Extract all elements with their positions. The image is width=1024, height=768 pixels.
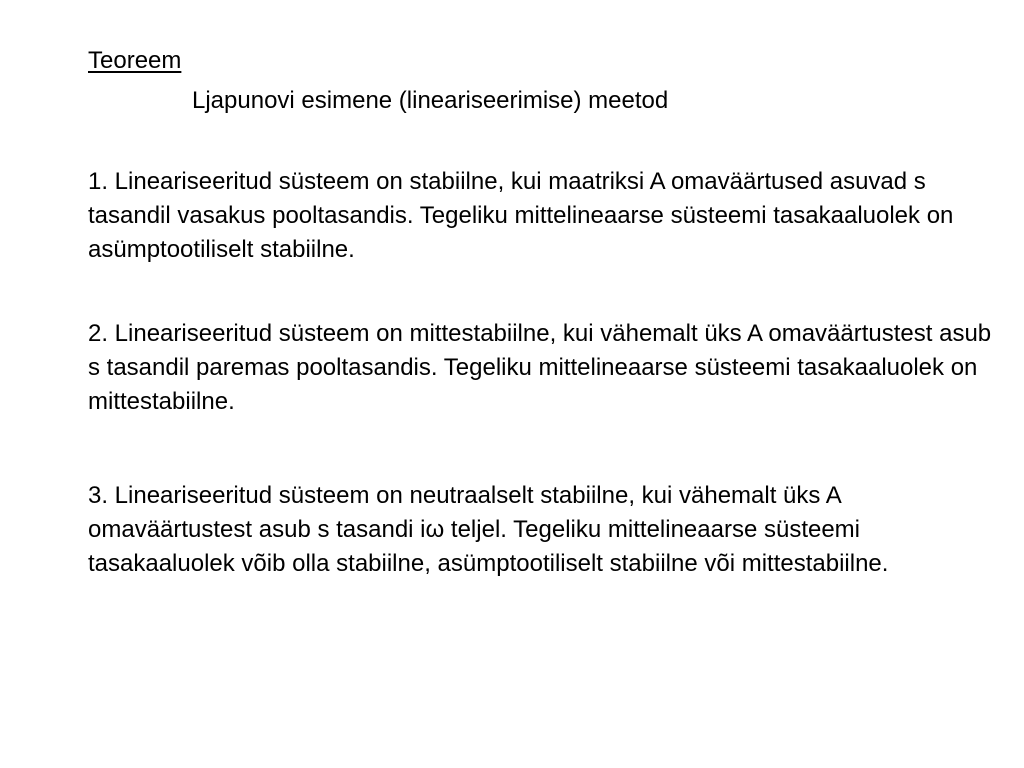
slide-heading: Teoreem <box>88 47 182 74</box>
theorem-point-1: 1. Lineariseeritud süsteem on stabiilne, kui maatriksi A omaväärtused asuvad s tasandil vasakus pooltasandis. Tegeliku mittelineaarse süsteemi tasakaaluolek on asümptootiliselt stabiilne. <box>88 168 954 263</box>
slide-subtitle: Ljapunovi esimene (lineariseerimise) meetod <box>192 87 669 114</box>
theorem-point-2: 2. Lineariseeritud süsteem on mittestabiilne, kui vähemalt üks A omaväärtustest asub s tasandil paremas pooltasandis. Tegeliku mittelineaarse süsteemi tasakaaluolek on mittestabiilne. <box>88 320 992 415</box>
theorem-point-3: 3. Lineariseeritud süsteem on neutraalselt stabiilne, kui vähemalt üks A omaväärtustest asub s tasandi iω teljel. Tegeliku mittelineaarse süsteemi tasakaaluolek võib olla stabiilne, asümptootiliselt stabiilne või mittestabiilne. <box>88 482 889 577</box>
